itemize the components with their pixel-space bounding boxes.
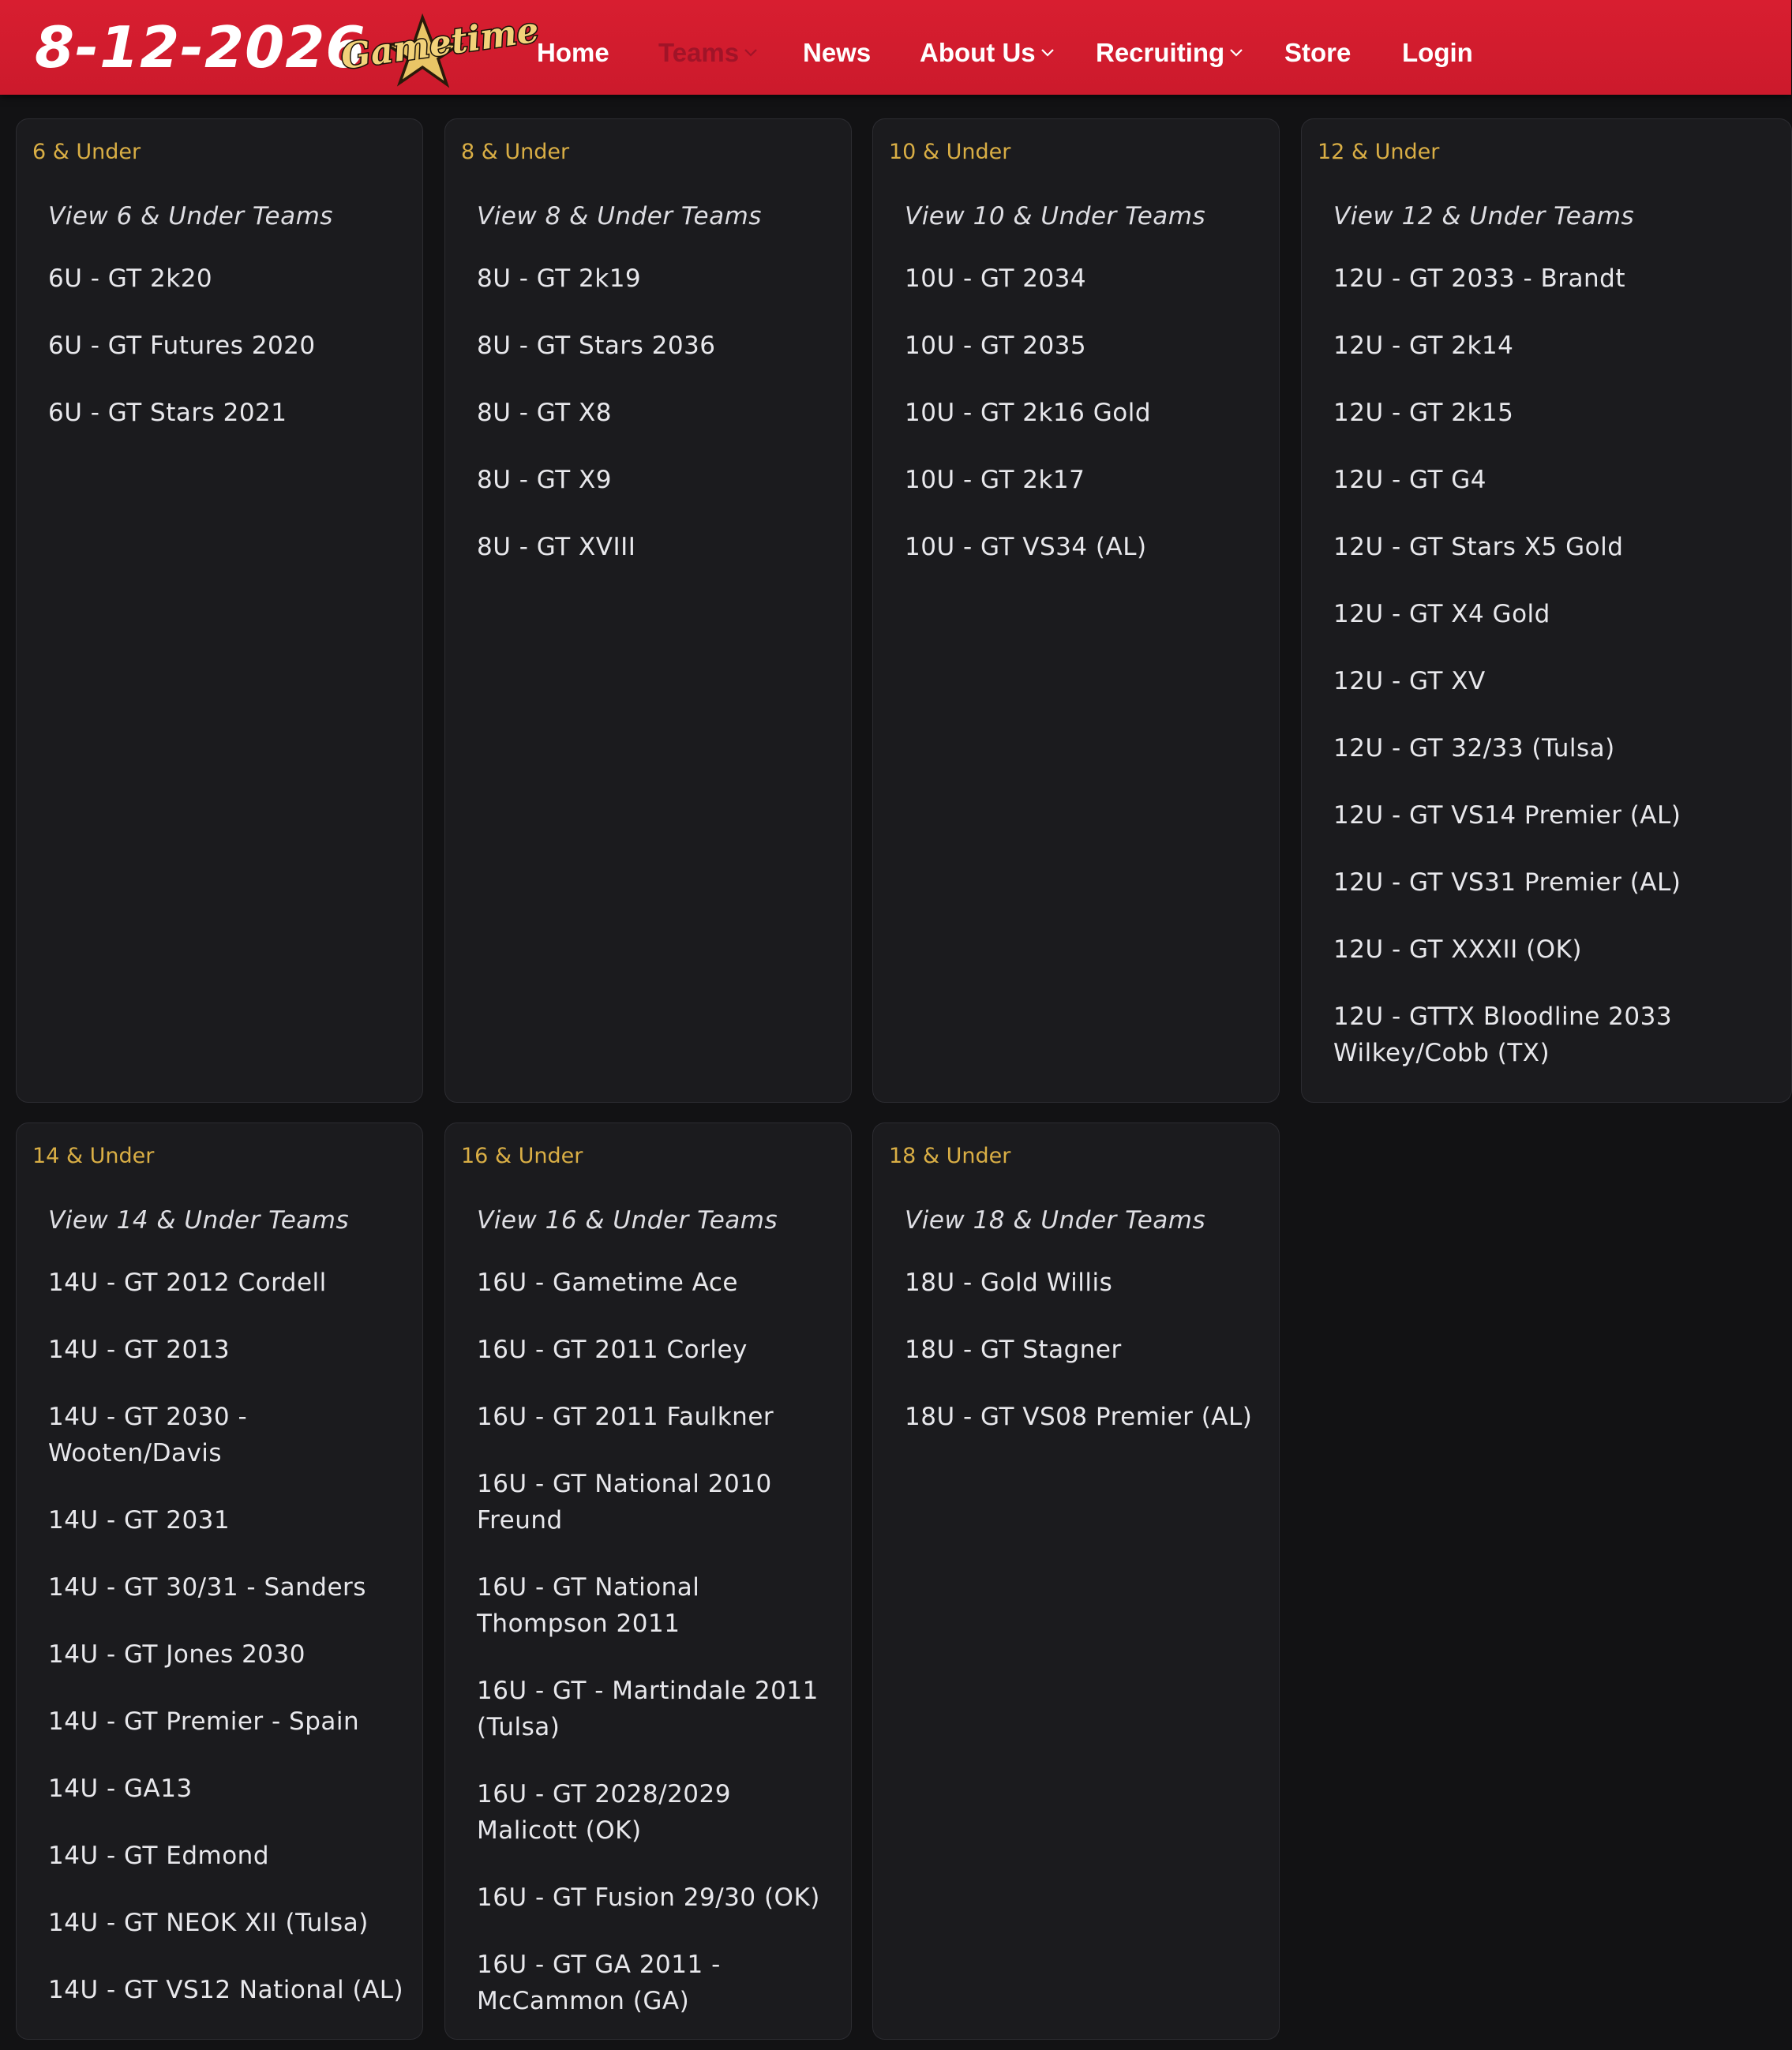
team-link[interactable]: 10U - GT 2034 bbox=[905, 264, 1087, 293]
team-link[interactable]: 8U - GT 2k19 bbox=[477, 264, 642, 293]
team-list bbox=[905, 1202, 1263, 1466]
team-list bbox=[48, 198, 407, 462]
team-link[interactable]: 16U - GT 2011 Corley bbox=[477, 1336, 748, 1364]
team-link[interactable]: 12U - GT Stars X5 Gold bbox=[1333, 533, 1624, 561]
chevron-down-icon bbox=[744, 47, 758, 57]
group-title: 18 & Under bbox=[889, 1144, 1011, 1168]
page-date: 8-12-2026 bbox=[35, 14, 366, 81]
view-group-teams-link[interactable]: View 6 & Under Teams bbox=[48, 202, 333, 230]
team-link[interactable]: 6U - GT Stars 2021 bbox=[48, 399, 287, 427]
group-title: 10 & Under bbox=[889, 140, 1011, 164]
group-title: 6 & Under bbox=[32, 140, 141, 164]
nav-label: Login bbox=[1402, 38, 1473, 67]
team-link[interactable]: 16U - GT National 2010 Freund bbox=[477, 1470, 772, 1535]
team-list bbox=[477, 198, 835, 596]
team-link[interactable]: 12U - GT XXXII (OK) bbox=[1333, 935, 1583, 964]
team-list bbox=[1333, 198, 1775, 1102]
team-link[interactable]: 14U - GT 2013 bbox=[48, 1336, 231, 1364]
team-link[interactable]: 16U - Gametime Ace bbox=[477, 1269, 738, 1297]
team-link[interactable]: 10U - GT VS34 (AL) bbox=[905, 533, 1147, 561]
team-link[interactable]: 12U - GT G4 bbox=[1333, 466, 1486, 494]
team-link[interactable]: 14U - GT 2031 bbox=[48, 1506, 231, 1535]
team-link[interactable]: 12U - GT VS31 Premier (AL) bbox=[1333, 868, 1681, 897]
top-navbar bbox=[0, 0, 1791, 95]
team-list bbox=[48, 1202, 407, 2039]
nav-home[interactable] bbox=[537, 0, 609, 106]
team-group-panel bbox=[1301, 118, 1792, 1103]
team-link[interactable]: 12U - GTTX Bloodline 2033 Wilkey/Cobb (TX) bbox=[1333, 1003, 1673, 1067]
nav-teams[interactable] bbox=[658, 0, 758, 106]
team-link[interactable]: 18U - GT Stagner bbox=[905, 1336, 1122, 1364]
nav-label: Teams bbox=[658, 38, 740, 67]
team-link[interactable]: 6U - GT 2k20 bbox=[48, 264, 213, 293]
team-link[interactable]: 16U - GT - Martindale 2011 (Tulsa) bbox=[477, 1677, 819, 1741]
team-link[interactable]: 18U - GT VS08 Premier (AL) bbox=[905, 1403, 1253, 1431]
team-link[interactable]: 14U - GT 30/31 - Sanders bbox=[48, 1573, 366, 1602]
nav-label: Recruiting bbox=[1096, 38, 1225, 67]
view-group-teams-link[interactable]: View 14 & Under Teams bbox=[48, 1206, 350, 1235]
team-group-panel bbox=[16, 118, 423, 1103]
view-group-teams-link[interactable]: View 8 & Under Teams bbox=[477, 202, 762, 230]
view-group-teams-link[interactable]: View 18 & Under Teams bbox=[905, 1206, 1206, 1235]
team-link[interactable]: 8U - GT X9 bbox=[477, 466, 612, 494]
team-link[interactable]: 12U - GT 32/33 (Tulsa) bbox=[1333, 734, 1615, 763]
team-link[interactable]: 14U - GT 2030 - Wooten/Davis bbox=[48, 1403, 248, 1467]
team-link[interactable]: 16U - GT Fusion 29/30 (OK) bbox=[477, 1883, 820, 1912]
team-link[interactable]: 10U - GT 2k17 bbox=[905, 466, 1085, 494]
view-group-teams-link[interactable]: View 16 & Under Teams bbox=[477, 1206, 778, 1235]
group-title: 12 & Under bbox=[1318, 140, 1440, 164]
nav-label: About Us bbox=[920, 38, 1036, 67]
nav-label: News bbox=[803, 38, 872, 67]
nav-login[interactable] bbox=[1402, 0, 1473, 106]
team-link[interactable]: 18U - Gold Willis bbox=[905, 1269, 1113, 1297]
team-link[interactable]: 14U - GT 2012 Cordell bbox=[48, 1269, 327, 1297]
team-link[interactable]: 12U - GT VS14 Premier (AL) bbox=[1333, 801, 1681, 830]
team-link[interactable]: 14U - GA13 bbox=[48, 1775, 193, 1803]
team-link[interactable]: 14U - GT VS12 National (AL) bbox=[48, 1976, 404, 2004]
view-group-teams-link[interactable]: View 10 & Under Teams bbox=[905, 202, 1206, 230]
team-link[interactable]: 16U - GT GA 2011 - McCammon (GA) bbox=[477, 1951, 721, 2015]
team-link[interactable]: 8U - GT X8 bbox=[477, 399, 612, 427]
logo-text: Gametime bbox=[338, 9, 542, 78]
team-link[interactable]: 8U - GT XVIII bbox=[477, 533, 636, 561]
team-group-panel bbox=[444, 1122, 852, 2040]
team-list bbox=[905, 198, 1263, 596]
team-group-panel bbox=[444, 118, 852, 1103]
gametime-logo[interactable] bbox=[338, 9, 542, 93]
team-link[interactable]: 14U - GT Jones 2030 bbox=[48, 1640, 306, 1669]
team-link[interactable]: 16U - GT 2028/2029 Malicott (OK) bbox=[477, 1780, 731, 1845]
team-group-panel bbox=[16, 1122, 423, 2040]
team-group-panel bbox=[872, 118, 1280, 1103]
team-link[interactable]: 12U - GT X4 Gold bbox=[1333, 600, 1550, 628]
chevron-down-icon bbox=[1040, 47, 1055, 57]
team-link[interactable]: 10U - GT 2k16 Gold bbox=[905, 399, 1151, 427]
team-link[interactable]: 12U - GT 2k14 bbox=[1333, 332, 1514, 360]
nav-label: Store bbox=[1284, 38, 1351, 67]
nav-about-us[interactable] bbox=[920, 0, 1055, 106]
team-link[interactable]: 16U - GT National Thompson 2011 bbox=[477, 1573, 700, 1638]
view-group-teams-link[interactable]: View 12 & Under Teams bbox=[1333, 202, 1635, 230]
team-list bbox=[477, 1202, 835, 2050]
nav-label: Home bbox=[537, 38, 609, 67]
group-title: 14 & Under bbox=[32, 1144, 155, 1168]
team-link[interactable]: 12U - GT 2033 - Brandt bbox=[1333, 264, 1626, 293]
group-title: 8 & Under bbox=[461, 140, 570, 164]
team-link[interactable]: 16U - GT 2011 Faulkner bbox=[477, 1403, 774, 1431]
nav-news[interactable] bbox=[803, 0, 871, 106]
chevron-down-icon bbox=[1229, 47, 1243, 57]
nav-store[interactable] bbox=[1284, 0, 1351, 106]
group-title: 16 & Under bbox=[461, 1144, 583, 1168]
team-link[interactable]: 14U - GT Premier - Spain bbox=[48, 1707, 360, 1736]
team-link[interactable]: 12U - GT XV bbox=[1333, 667, 1486, 695]
team-link[interactable]: 10U - GT 2035 bbox=[905, 332, 1087, 360]
nav-recruiting[interactable] bbox=[1096, 0, 1243, 106]
team-link[interactable]: 12U - GT 2k15 bbox=[1333, 399, 1514, 427]
team-group-panel bbox=[872, 1122, 1280, 2040]
team-link[interactable]: 14U - GT Edmond bbox=[48, 1842, 269, 1870]
team-link[interactable]: 14U - GT NEOK XII (Tulsa) bbox=[48, 1909, 369, 1937]
team-link[interactable]: 8U - GT Stars 2036 bbox=[477, 332, 716, 360]
team-link[interactable]: 6U - GT Futures 2020 bbox=[48, 332, 316, 360]
